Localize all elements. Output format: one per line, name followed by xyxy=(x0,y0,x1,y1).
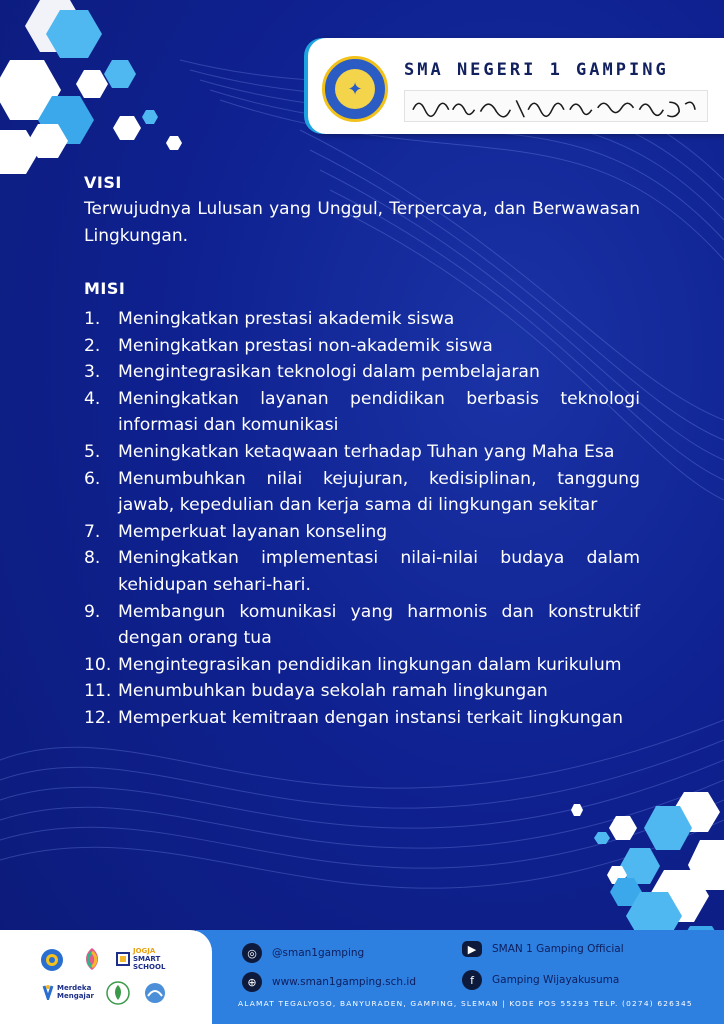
kurikulum-merdeka-icon xyxy=(80,946,104,972)
school-crest-icon: ✦ xyxy=(322,56,388,122)
misi-item xyxy=(84,652,640,679)
youtube-icon: ▶ xyxy=(462,941,482,957)
adiwiyata-icon xyxy=(106,980,130,1006)
facebook-page: Gamping Wijayakusuma xyxy=(492,974,620,986)
misi-item-number: 12. xyxy=(84,707,112,728)
misi-item-number: 6. xyxy=(84,468,101,489)
misi-item-text: Meningkatkan prestasi non-akademik siswa xyxy=(118,335,493,356)
merdeka-label: Merdeka xyxy=(57,984,92,992)
instagram-contact[interactable] xyxy=(242,943,364,963)
youtube-channel: SMAN 1 Gamping Official xyxy=(492,943,624,955)
merdeka-mengajar-icon xyxy=(42,984,54,1000)
school-label: SCHOOL xyxy=(133,963,166,971)
misi-item xyxy=(84,545,640,598)
misi-item-text: Menumbuhkan budaya sekolah ramah lingkungan xyxy=(118,681,548,702)
misi-item-number: 2. xyxy=(84,335,101,356)
misi-item xyxy=(84,705,640,732)
misi-item-text: Mengintegrasikan teknologi dalam pembelajaran xyxy=(118,362,540,383)
misi-item xyxy=(84,466,640,519)
misi-item-number: 3. xyxy=(84,362,101,383)
youtube-contact[interactable] xyxy=(462,941,624,957)
misi-item-number: 1. xyxy=(84,309,101,329)
jogja-label: JOGJA xyxy=(133,947,156,955)
hexagon-cluster-top-left xyxy=(0,0,182,174)
footer-partner-panel xyxy=(0,930,212,1024)
misi-item xyxy=(84,519,640,546)
misi-item-number: 9. xyxy=(84,601,101,622)
misi-item xyxy=(84,386,640,439)
instagram-icon: ◎ xyxy=(242,943,262,963)
tut-wuri-handayani-icon xyxy=(40,948,64,972)
misi-item-number: 4. xyxy=(84,388,101,409)
merdeka-mengajar-logo xyxy=(42,982,98,1002)
misi-item-text: Meningkatkan implementasi nilai-nilai budaya dalam kehidupan sehari-hari. xyxy=(118,548,640,595)
jogja-smart-school-logo xyxy=(116,947,166,971)
facebook-contact[interactable] xyxy=(462,970,619,990)
misi-item-text: Mengintegrasikan pendidikan lingkungan dalam kurikulum xyxy=(118,654,622,675)
globe-icon: ⊕ xyxy=(242,972,262,992)
smart-label: SMART xyxy=(133,955,161,963)
misi-item xyxy=(84,678,640,705)
misi-item xyxy=(84,439,640,466)
misi-item-number: 7. xyxy=(84,521,101,542)
instagram-handle: @sman1gamping xyxy=(272,947,365,959)
javanese-script-name-icon xyxy=(404,90,708,122)
visi-text: Terwujudnya Lulusan yang Unggul, Terpercaya, dan Berwawasan Lingkungan. xyxy=(84,199,640,246)
misi-list xyxy=(84,306,640,732)
misi-item-number: 11. xyxy=(84,681,112,702)
misi-item-text: Memperkuat layanan konseling xyxy=(118,521,388,542)
misi-title: MISI xyxy=(84,279,126,298)
partner-emblem-icon xyxy=(144,982,166,1004)
misi-item xyxy=(84,306,640,333)
misi-item-text: Meningkatkan ketaqwaan terhadap Tuhan yang Maha Esa xyxy=(118,441,615,462)
misi-item-text: Meningkatkan layanan pendidikan berbasis teknologi informasi dan komunikasi xyxy=(118,388,640,436)
jogja-smart-school-icon xyxy=(116,952,130,966)
misi-item xyxy=(84,599,640,652)
website-contact[interactable] xyxy=(242,972,416,992)
misi-item-text: Menumbuhkan nilai kejujuran, kedisiplinan, tanggung jawab, kepedulian dan kerja sama di lingkungan sekitar xyxy=(118,468,640,516)
school-address: ALAMAT TEGALYOSO, BANYURADEN, GAMPING, SLEMAN | KODE POS 55293 TELP. (0274) 626345 xyxy=(238,999,693,1008)
misi-item-number: 8. xyxy=(84,548,101,569)
visi-misi-content xyxy=(84,172,640,732)
misi-item-text: Memperkuat kemitraan dengan instansi terkait lingkungan xyxy=(118,707,624,728)
misi-item-number: 10. xyxy=(84,654,112,675)
misi-item xyxy=(84,333,640,360)
website-url: www.sman1gamping.sch.id xyxy=(272,976,416,988)
visi-title: VISI xyxy=(84,173,122,192)
header-banner xyxy=(308,38,724,134)
misi-item-text: Meningkatkan prestasi akademik siswa xyxy=(118,309,455,329)
misi-item-number: 5. xyxy=(84,441,101,462)
facebook-icon: f xyxy=(462,970,482,990)
school-name: SMA NEGERI 1 GAMPING xyxy=(404,60,669,80)
footer xyxy=(0,930,724,1024)
misi-item-text: Membangun komunikasi yang harmonis dan konstruktif dengan orang tua xyxy=(118,601,640,649)
mengajar-label: Mengajar xyxy=(57,992,95,1000)
misi-item xyxy=(84,359,640,386)
